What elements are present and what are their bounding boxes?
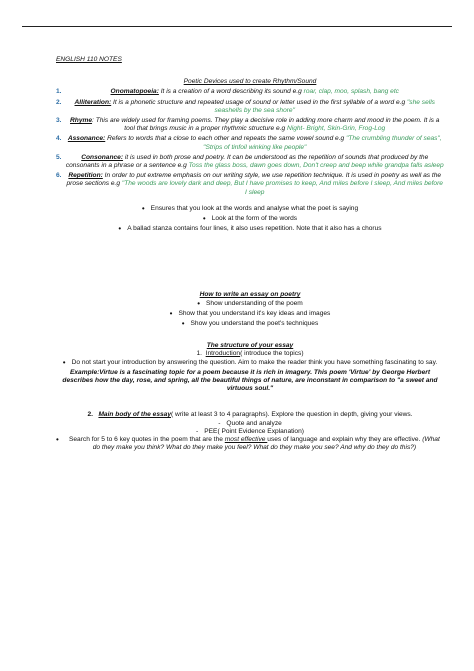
bullet-icon: • [56,435,59,445]
item-number: 6. [56,172,62,180]
poetic-device-item [56,117,444,133]
bullet-item: • Show understanding of the poem [197,298,303,308]
bullet-icon: • [202,214,206,224]
essay-heading: How to write an essay on poetry [199,291,301,299]
poetic-device-item [56,172,444,197]
item-number: 1. [56,88,62,96]
intro-line: 1. Introduction( introduce the topics) [196,350,304,358]
bullet-item: • A ballad stanza contains four lines, it also uses repetition. Note that it also has a chorus [118,224,382,234]
bullet-icon: • [141,203,145,213]
example-paragraph: Example:Virtue is a fascinating topic for a poem because it is rich in imagery. This poem 'Virtue' by George Herbert describes how the day, rose, and spring, all the beautiful things of nature, are inconstant in comparison to "a sweet and virtuous soul." [62,368,438,393]
structure-heading: The structure of your essay [206,342,294,350]
device-term: Assonance: [67,135,106,143]
bullet-item: • Ensures that you look at the words and analyse what the poet is saying [141,203,359,213]
device-example: roar, clap, moo, splash, bang etc [303,88,399,96]
poetic-devices-heading: Poetic Devices used to create Rhythm/Sound [183,78,317,86]
bullet-item: • Show you understand the poet's techniques [181,319,319,329]
device-description: In order to put extreme emphasis on our writing style, we use repetition technique. It is used in poetry as well as the prose sections e.g [66,172,442,188]
dash-item: - PEE( Point Evidence Explanation) [196,427,304,435]
item-number: 2. [56,98,62,106]
document-page [56,56,444,455]
device-description: it is used in both prose and poetry. It can be understood as the repetition of sounds that produced by the consonants in a phrase or a sentence e.g [65,153,429,170]
bullet-icon: • [197,298,201,308]
bullet-icon: • [181,319,185,329]
device-description: It is a creation of a word describing its sound e.g [158,88,304,96]
poetic-device-item [56,154,444,170]
poetic-devices-list [56,88,444,196]
bullet-item: • Search for 5 to 6 key quotes in the poem that are the most effective uses of language and explain why they are effective. (What do they make you think? What do they make you feel? What do they make you see? And why do they do this?) [56,435,440,452]
device-term: Onomatopoeia: [110,88,159,96]
bullet-icon: • [169,308,173,318]
poetic-device-item [56,99,444,115]
poetic-device-item [56,135,444,151]
device-description: : This are widely used for framing poems. They play a decisive role in adding more charm and mood in the poem. It is a tool that brings music in a proper rhythmic structure e.g [92,117,440,133]
device-example: "The crumbling thunder of seas", "Strips of tinfoil winking like people" [203,135,442,151]
device-term: Consonance: [81,153,124,161]
dash-item: - Quote and analyze [218,419,282,427]
item-number: 5. [56,153,62,161]
bullet-item: • Show that you understand it's key ideas and images [169,308,331,318]
device-description: Refers to words that a close to each other and repeats the same vowel sound e.g [105,135,347,143]
doc-title: ENGLISH 110 NOTES [56,56,122,63]
bullet-icon: • [62,357,66,367]
bullet-item: • Do not start your introduction by answering the question. Aim to make the reader think you have something fascinating to say. [62,357,438,367]
poetic-device-item [56,88,444,96]
intro-term: Introduction [205,350,241,358]
device-example: "she sells seashells by the sea shore" [214,98,435,114]
bullet-icon: • [118,224,122,234]
main-body-line: 2. Main body of the essay( write at least 3 to 4 paragraphs). Explore the question in depth, giving your views. [87,411,413,419]
bullet-item: • Look at the form of the words [202,214,298,224]
top-rule [22,26,452,27]
item-number: 4. [56,135,62,143]
device-example: Toss the glass boss, dawn goes down, Don't creep and beep while grandpa falls asleep [188,162,444,170]
item-number: 3. [56,117,62,125]
device-example: "The woods are lovely dark and deep, But I have promises to keep, And miles before I sleep, And miles before I sleep [121,180,443,196]
device-term: Alliteration: [74,98,112,106]
device-term: Rhyme [70,117,93,125]
main-body-term: Main body of the essay [98,411,171,419]
device-example: Night- Bright, Skin-Grin, Frog-Log [287,125,386,133]
device-description: It is a phonetic structure and repeated usage of sound or letter used in the first syllable of a word e.g [111,98,407,106]
device-term: Repetition: [68,172,103,180]
